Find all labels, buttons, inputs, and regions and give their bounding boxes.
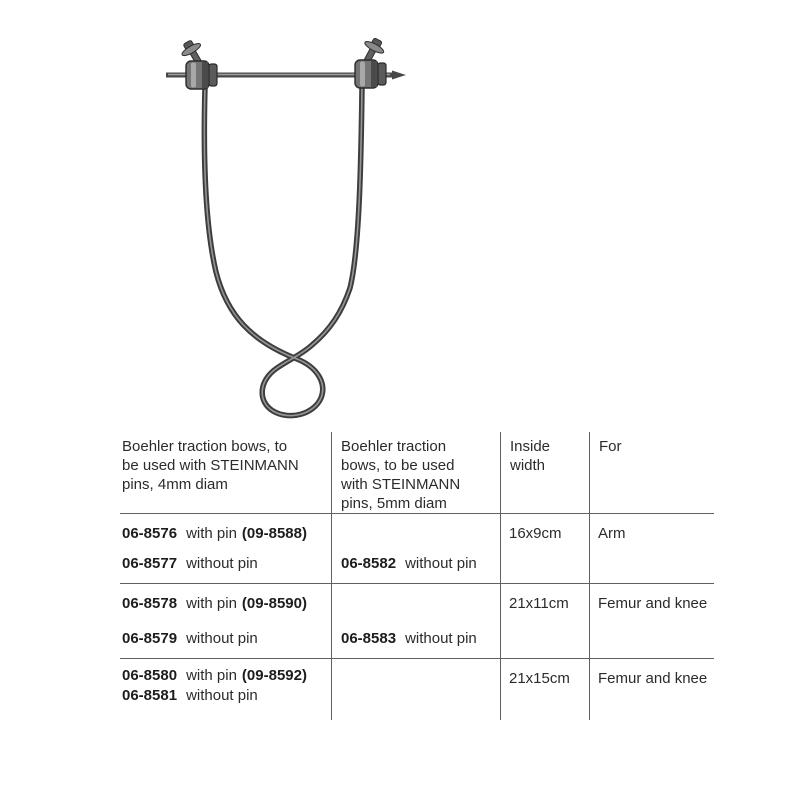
column-header-5mm: Boehler traction bows, to be used with STEINMANN pins, 5mm diam xyxy=(331,432,500,513)
cell-4mm-codes-row2 xyxy=(120,583,331,658)
left-clamp xyxy=(178,37,217,89)
catalog-entry xyxy=(122,524,329,543)
pin-option-label: without pin xyxy=(186,630,258,647)
right-clamp xyxy=(355,35,388,88)
catalog-code: 06-8581 xyxy=(122,687,178,704)
catalog-code: 06-8582 xyxy=(341,555,397,572)
pin-trocar-tip xyxy=(392,71,406,80)
pin-option-label: with pin xyxy=(186,667,237,684)
for-value: Arm xyxy=(598,525,626,542)
pin-code: (09-8592) xyxy=(241,667,307,684)
cell-5mm-codes-row1 xyxy=(331,513,500,583)
inside-width-value: 21x15cm xyxy=(509,670,570,687)
for-value: Femur and knee xyxy=(598,595,708,612)
catalog-entry xyxy=(122,594,329,613)
inside-width-value: 21x11cm xyxy=(509,595,569,612)
cell-for-row3 xyxy=(589,658,714,720)
pin-option-label: without pin xyxy=(405,630,477,647)
pin-option-label: without pin xyxy=(186,687,258,704)
pin-option-label: with pin xyxy=(186,595,237,612)
pin-code: (09-8590) xyxy=(241,595,307,612)
cell-inside-width-row3 xyxy=(500,658,589,720)
catalog-code: 06-8577 xyxy=(122,555,178,572)
cell-5mm-codes-row2 xyxy=(331,583,500,658)
column-header-inside-width: Inside width xyxy=(500,432,589,513)
cell-5mm-codes-row3 xyxy=(331,658,500,720)
inside-width-value: 16x9cm xyxy=(509,525,562,542)
cell-inside-width-row1 xyxy=(500,513,589,583)
for-value: Femur and knee xyxy=(598,670,708,687)
catalog-entry xyxy=(122,629,329,648)
cell-for-row1 xyxy=(589,513,714,583)
catalog-code: 06-8578 xyxy=(122,595,178,612)
pin-option-label: without pin xyxy=(405,555,477,572)
bow-wire xyxy=(204,87,362,416)
catalog-entry xyxy=(122,686,329,706)
column-header-4mm: Boehler traction bows, to be used with STEINMANN pins, 4mm diam xyxy=(122,438,299,493)
catalog-code: 06-8576 xyxy=(122,525,178,542)
column-header-for: For xyxy=(589,432,714,513)
catalog-entry xyxy=(122,666,329,686)
cell-4mm-codes-row1 xyxy=(120,513,331,583)
cell-inside-width-row2 xyxy=(500,583,589,658)
catalog-entry xyxy=(122,554,329,573)
pin-option-label: without pin xyxy=(186,555,258,572)
catalog-entry xyxy=(341,554,498,573)
pin-option-label: with pin xyxy=(186,525,237,542)
catalog-code: 06-8580 xyxy=(122,667,178,684)
catalog-entry xyxy=(341,629,498,648)
cell-4mm-codes-row3 xyxy=(120,658,331,720)
cell-for-row2 xyxy=(589,583,714,658)
product-table xyxy=(120,432,714,720)
pin-code: (09-8588) xyxy=(241,525,307,542)
catalog-code: 06-8579 xyxy=(122,630,178,647)
catalog-code: 06-8583 xyxy=(341,630,397,647)
